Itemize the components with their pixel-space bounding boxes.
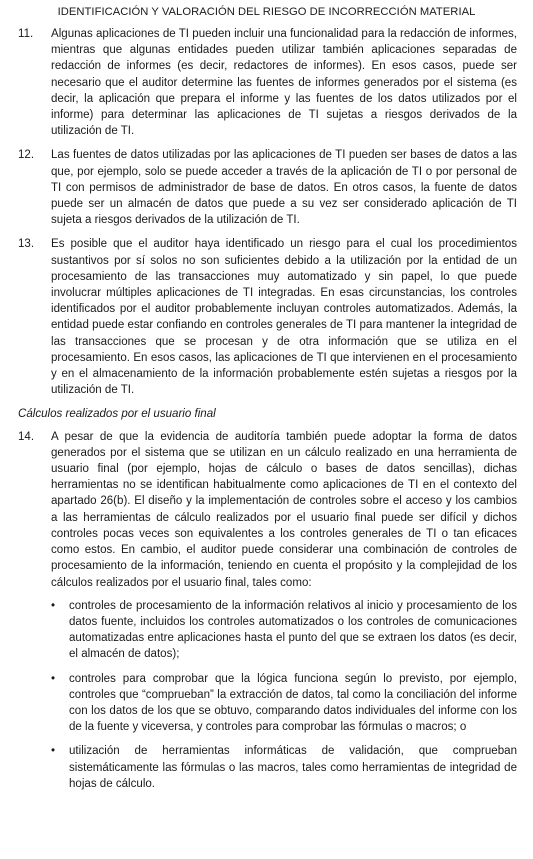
paragraph-12 <box>18 147 517 228</box>
bullet-icon: • <box>51 672 56 685</box>
list-item <box>51 743 517 792</box>
paragraph-11 <box>18 26 517 139</box>
paragraph-number: 11. <box>18 28 34 40</box>
paragraph-text: Es posible que el auditor haya identificado un riesgo para el cual los procedimientos sustantivos por sí solos no son suficientes debido a la utilización por la entidad de un procesamiento de las transacciones muy automatizado y sin papel, lo que puede involucrar múltiples aplicaciones de TI integradas. En esas circunstancias, los controles identificados por el auditor probablemente incluyan controles automatizados. Además, la entidad puede estar confiando en controles generales de TI para mantener la integridad de las transacciones que se procesan y de otra información que se utiliza en el procesamiento. En esos casos, las aplicaciones de TI que intervienen en el procesamiento y en el almacenamiento de la información probablemente estén sujetas a riesgos por la utilización de TI. <box>51 238 517 397</box>
paragraph-body <box>51 429 517 800</box>
running-header: IDENTIFICACIÓN Y VALORACIÓN DEL RIESGO DE INCORRECCIÓN MATERIAL <box>57 6 476 18</box>
list-item-text: utilización de herramientas informáticas de validación, que comprueban sistemáticamente las fórmulas o las macros, tales como herramientas de integridad de hojas de cálculo. <box>69 745 517 790</box>
bullet-icon: • <box>51 745 56 758</box>
paragraph-text: A pesar de que la evidencia de auditoría también puede adoptar la forma de datos generados por el sistema que se utilizan en un cálculo realizado en una herramienta de usuario final (por ejemplo, hojas de cálculo o bases de datos sencillas), dichas herramientas no se identifican habitualmente como aplicaciones de TI en el contexto del apartado 26(b). El diseño y la implementación de controles sobre el acceso y los cambios a las herramientas de cálculo realizados por el usuario final puede ser difícil y dichos controles pocas veces son equivalentes a los controles generales de TI o tan eficaces como estos. En cambio, el auditor puede considerar una combinación de controles de procesamiento de la información, teniendo en cuenta el propósito y la complejidad de los cálculos realizados por el usuario final, tales como: <box>51 430 517 589</box>
paragraph-number: 14. <box>18 430 35 443</box>
document-body <box>0 26 533 800</box>
list-item-text: controles de procesamiento de la información relativos al inicio y procesamiento de los datos fuente, incluidos los controles automatizados o los controles de comunicaciones automatizadas entre aplicaciones hasta el punto del que se extraen los datos (es decir, el almacén de datos); <box>69 599 517 661</box>
paragraph-14 <box>18 429 517 800</box>
paragraph-number: 12. <box>18 149 35 162</box>
bullet-icon: • <box>51 599 56 612</box>
list-item <box>51 598 517 663</box>
section-subheading: Cálculos realizados por el usuario final <box>18 408 216 421</box>
list-item <box>51 671 517 736</box>
paragraph-number: 13. <box>18 238 35 251</box>
paragraph-text: Algunas aplicaciones de TI pueden incluir una funcionalidad para la redacción de informes, mientras que algunas entidades pueden utilizar también aplicaciones separadas de redacción de informes (es decir, redactores de informes). En esos casos, puede ser necesario que el auditor determine las fuentes de informes generados por el sistema (es decir, la aplicación que prepara el informe y las fuentes de los datos utilizados por el informe) para determinar las aplicaciones de TI sujetas a riesgos derivados de la utilización de TI. <box>51 28 517 138</box>
list-item-text: controles para comprobar que la lógica funciona según lo previsto, por ejemplo, controles que “comprueban” la extracción de datos, tal como la conciliación del informe con los datos de los que se obtuvo, comparando datos individuales del informe con los de la fuente y viceversa, y controles para comprobar las fórmulas o macros; o <box>69 672 517 734</box>
paragraph-text: Las fuentes de datos utilizadas por las aplicaciones de TI pueden ser bases de datos a las que, por ejemplo, solo se puede acceder a través de la aplicación de TI o por personal de TI con permisos de administrador de base de datos. En otros casos, la fuente de datos puede ser un almacén de datos que puede a su vez ser considerado aplicación de TI sujeta a riesgos derivados de la utilización de TI. <box>51 149 517 227</box>
paragraph-13 <box>18 236 517 398</box>
bullet-list <box>51 598 517 792</box>
